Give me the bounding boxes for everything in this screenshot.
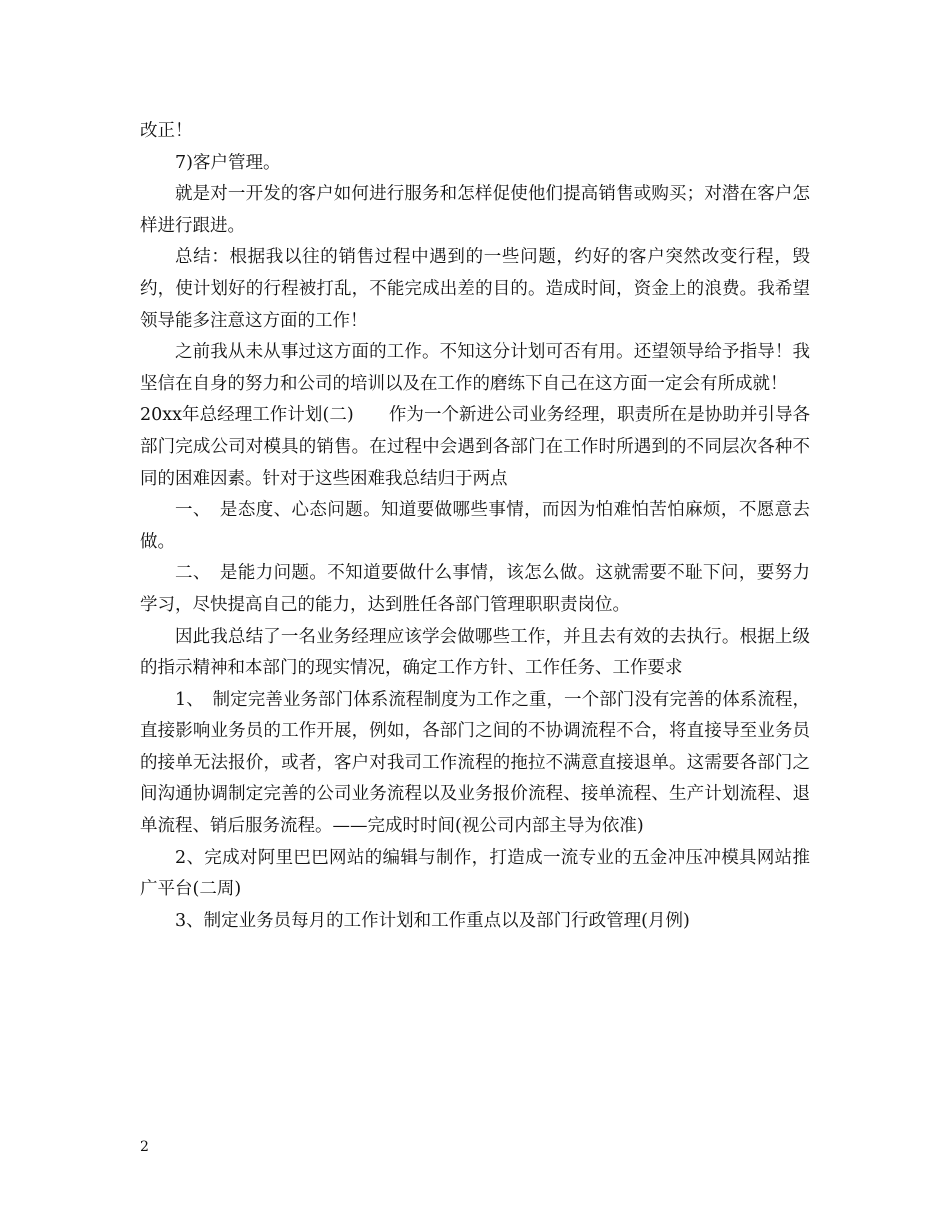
paragraph-8: 二、 是能力问题。不知道要做什么事情，该怎么做。这就需要不耻下问，要努力学习，尽快提高自己的能力，达到胜任各部门管理职职责岗位。 [140,563,810,615]
paragraph-10: 1、 制定完善业务部门体系流程制度为工作之重，一个部门没有完善的体系流程，直接影响业务员的工作开展，例如，各部门之间的不协调流程不合，将直接导至业务员的接单无法报价，或者，客户对我司工作流程的拖拉不满意直接退单。这需要各部门之间沟通协调制定完善的公司业务流程以及业务报价流程、接单流程、生产计划流程、退单流程、销后服务流程。——完成时时间(视公司内部主导为依准) [140,689,810,837]
paragraph-6-section-heading: 20xx年总经理工作计划(二) 作为一个新进公司业务经理，职责所在是协助并引导各部门完成公司对模具的销售。在过程中会遇到各部门在工作时所遇到的不同层次各种不同的困难因素。针对于这些困难我总结归于两点 [140,405,810,489]
paragraph-5: 之前我从未从事过这方面的工作。不知这分计划可否有用。还望领导给予指导！我坚信在自身的努力和公司的培训以及在工作的磨练下自己在这方面一定会有所成就！ [140,342,810,394]
paragraph-7: 一、 是态度、心态问题。知道要做哪些事情，而因为怕难怕苦怕麻烦，不愿意去做。 [140,500,810,552]
paragraph-4: 总结：根据我以往的销售过程中遇到的一些问题，约好的客户突然改变行程，毁约，使计划好的行程被打乱，不能完成出差的目的。造成时间，资金上的浪费。我希望领导能多注意这方面的工作！ [140,247,810,331]
document-body [140,116,810,937]
paragraph-9: 因此我总结了一名业务经理应该学会做哪些工作，并且去有效的去执行。根据上级的指示精神和本部门的现实情况，确定工作方针、工作任务、工作要求 [140,626,810,679]
paragraph-3: 就是对一开发的客户如何进行服务和怎样促使他们提高销售或购买；对潜在客户怎样进行跟进。 [140,184,810,236]
paragraph-11: 2、完成对阿里巴巴网站的编辑与制作，打造成一流专业的五金冲压冲模具网站推广平台(二周) [140,847,810,900]
paragraph-1: 改正！ [140,121,193,141]
paragraph-12: 3、制定业务员每月的工作计划和工作重点以及部门行政管理(月例) [175,910,690,931]
page-number: 2 [140,1139,149,1155]
paragraph-2: 7)客户管理。 [175,152,281,173]
